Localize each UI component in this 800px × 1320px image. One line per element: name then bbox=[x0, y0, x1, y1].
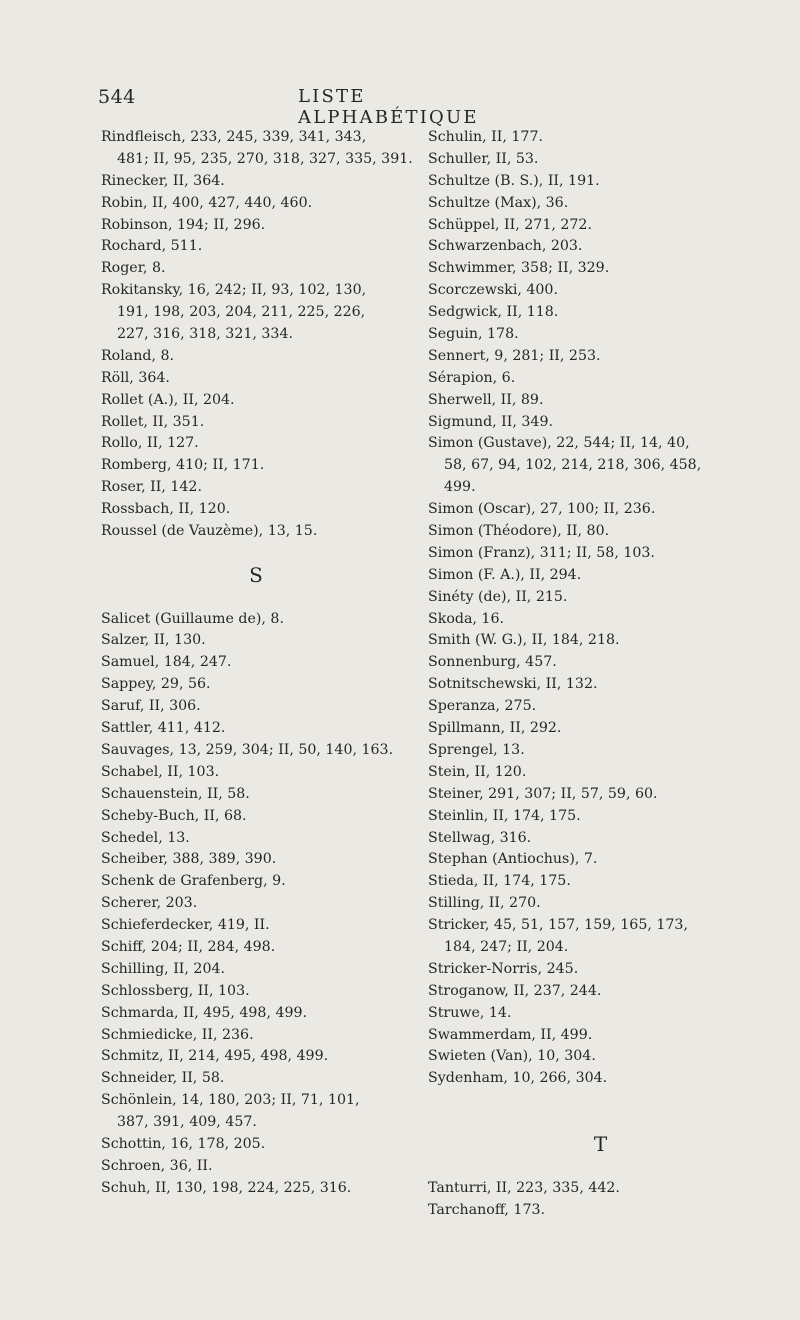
index-column-left bbox=[101, 127, 411, 1200]
index-entry: Rinecker, II, 364. bbox=[101, 172, 225, 189]
index-entry: Schmiedicke, II, 236. bbox=[101, 1026, 254, 1043]
section-letter: S bbox=[249, 562, 263, 587]
index-entry: Swieten (Van), 10, 304. bbox=[428, 1048, 596, 1065]
index-entry: Scorczewski, 400. bbox=[428, 282, 558, 299]
page-header bbox=[98, 86, 538, 128]
index-entry: Simon (Théodore), II, 80. bbox=[428, 523, 610, 540]
index-entry: Salicet (Guillaume de), 8. bbox=[101, 610, 284, 627]
index-entry: Salzer, II, 130. bbox=[101, 632, 206, 649]
index-entry: Sérapion, 6. bbox=[428, 369, 516, 386]
index-entry: Schultze (Max), 36. bbox=[428, 194, 569, 211]
index-entry: Schroen, 36, II. bbox=[101, 1157, 213, 1174]
index-entry: Sherwell, II, 89. bbox=[428, 391, 544, 408]
index-entry: Stroganow, II, 237, 244. bbox=[428, 982, 602, 999]
index-entry: Schwarzenbach, 203. bbox=[428, 238, 583, 255]
index-entry: Schenk de Grafenberg, 9. bbox=[101, 873, 286, 890]
index-entry: Roser, II, 142. bbox=[101, 479, 202, 496]
index-entry: Sattler, 411, 412. bbox=[101, 720, 226, 737]
index-entry: Seguin, 178. bbox=[428, 326, 519, 343]
index-entry: Struwe, 14. bbox=[428, 1004, 512, 1021]
index-entry: Schuller, II, 53. bbox=[428, 150, 539, 167]
index-entry: Smith (W. G.), II, 184, 218. bbox=[428, 632, 620, 649]
index-entry: Sigmund, II, 349. bbox=[428, 413, 553, 430]
index-entry-continuation: 191, 198, 203, 204, 211, 225, 226, bbox=[117, 304, 366, 321]
index-entry: Schmitz, II, 214, 495, 498, 499. bbox=[101, 1048, 329, 1065]
index-entry: Simon (Gustave), 22, 544; II, 14, 40, bbox=[428, 435, 690, 452]
index-entry: Schabel, II, 103. bbox=[101, 763, 220, 780]
index-entry: Scherer, 203. bbox=[101, 895, 198, 912]
index-entry: Samuel, 184, 247. bbox=[101, 654, 232, 671]
index-entry: Schiff, 204; II, 284, 498. bbox=[101, 938, 276, 955]
index-entry: Schüppel, II, 271, 272. bbox=[428, 216, 592, 233]
index-entry: Rokitansky, 16, 242; II, 93, 102, 130, bbox=[101, 282, 367, 299]
index-entry: Roland, 8. bbox=[101, 347, 174, 364]
index-entry: Tanturri, II, 223, 335, 442. bbox=[428, 1179, 620, 1196]
index-entry: Schwimmer, 358; II, 329. bbox=[428, 260, 610, 277]
index-entry-continuation: 184, 247; II, 204. bbox=[444, 938, 569, 955]
index-entry: Schieferdecker, 419, II. bbox=[101, 917, 270, 934]
index-entry: Stricker, 45, 51, 157, 159, 165, 173, bbox=[428, 917, 688, 934]
index-entry-continuation: 58, 67, 94, 102, 214, 218, 306, 458, bbox=[444, 457, 702, 474]
index-entry-continuation: 227, 316, 318, 321, 334. bbox=[117, 326, 293, 343]
spacer bbox=[428, 1112, 773, 1134]
index-entry: Roger, 8. bbox=[101, 260, 166, 277]
index-entry: Sauvages, 13, 259, 304; II, 50, 140, 163. bbox=[101, 741, 394, 758]
index-entry: Steinlin, II, 174, 175. bbox=[428, 807, 581, 824]
index-entry: Schönlein, 14, 180, 203; II, 71, 101, bbox=[101, 1092, 360, 1109]
page-number: 544 bbox=[98, 86, 136, 108]
spacer bbox=[428, 1090, 773, 1112]
index-entry: Schottin, 16, 178, 205. bbox=[101, 1135, 266, 1152]
index-entry: Sprengel, 13. bbox=[428, 741, 525, 758]
index-entry: Rollet, II, 351. bbox=[101, 413, 205, 430]
index-entry: Sinéty (de), II, 215. bbox=[428, 588, 568, 605]
index-entry: Stilling, II, 270. bbox=[428, 895, 541, 912]
index-entry: Roussel (de Vauzème), 13, 15. bbox=[101, 523, 318, 540]
section-letter: T bbox=[593, 1131, 608, 1156]
index-entry: Simon (F. A.), II, 294. bbox=[428, 566, 582, 583]
index-entry: Stephan (Antiochus), 7. bbox=[428, 851, 598, 868]
index-entry: Robinson, 194; II, 296. bbox=[101, 216, 266, 233]
index-entry: Schilling, II, 204. bbox=[101, 960, 226, 977]
index-entry: Rossbach, II, 120. bbox=[101, 501, 231, 518]
index-entry: Stein, II, 120. bbox=[428, 763, 527, 780]
index-entry: Sotnitschewski, II, 132. bbox=[428, 676, 598, 693]
index-entry: Schedel, 13. bbox=[101, 829, 190, 846]
index-entry-continuation: 499. bbox=[444, 479, 476, 496]
index-entry: Robin, II, 400, 427, 440, 460. bbox=[101, 194, 313, 211]
index-entry: Schultze (B. S.), II, 191. bbox=[428, 172, 600, 189]
index-entry: Schmarda, II, 495, 498, 499. bbox=[101, 1004, 308, 1021]
index-entry: Rollo, II, 127. bbox=[101, 435, 199, 452]
index-entry: Scheby-Buch, II, 68. bbox=[101, 807, 247, 824]
index-entry: Schuh, II, 130, 198, 224, 225, 316. bbox=[101, 1179, 352, 1196]
index-column-right bbox=[428, 127, 773, 1222]
index-entry: Rindfleisch, 233, 245, 339, 341, 343, bbox=[101, 129, 367, 145]
index-entry: Rollet (A.), II, 204. bbox=[101, 391, 235, 408]
index-entry: Schauenstein, II, 58. bbox=[101, 785, 250, 802]
index-entry: Sonnenburg, 457. bbox=[428, 654, 557, 671]
index-entry: Skoda, 16. bbox=[428, 610, 504, 627]
index-entry: Schneider, II, 58. bbox=[101, 1070, 225, 1087]
spacer bbox=[101, 543, 411, 565]
index-entry: Sedgwick, II, 118. bbox=[428, 304, 559, 321]
index-entry: Stellwag, 316. bbox=[428, 829, 532, 846]
spacer bbox=[101, 587, 411, 609]
index-entry-continuation: 387, 391, 409, 457. bbox=[117, 1114, 257, 1131]
index-entry: Stricker-Norris, 245. bbox=[428, 960, 579, 977]
index-entry: Rochard, 511. bbox=[101, 238, 203, 255]
index-entry: Swammerdam, II, 499. bbox=[428, 1026, 593, 1043]
index-entry: Tarchanoff, 173. bbox=[428, 1201, 546, 1218]
index-entry: Simon (Franz), 311; II, 58, 103. bbox=[428, 544, 655, 561]
index-entry: Spillmann, II, 292. bbox=[428, 720, 562, 737]
index-entry: Romberg, 410; II, 171. bbox=[101, 457, 265, 474]
index-entry: Sennert, 9, 281; II, 253. bbox=[428, 347, 601, 364]
index-entry-continuation: 481; II, 95, 235, 270, 318, 327, 335, 391. bbox=[117, 150, 413, 167]
index-entry: Schulin, II, 177. bbox=[428, 129, 543, 145]
index-entry: Saruf, II, 306. bbox=[101, 698, 201, 715]
index-entry: Röll, 364. bbox=[101, 369, 170, 386]
index-entry: Sappey, 29, 56. bbox=[101, 676, 211, 693]
running-title: LISTE ALPHABÉTIQUE bbox=[298, 86, 479, 128]
index-entry: Simon (Oscar), 27, 100; II, 236. bbox=[428, 501, 656, 518]
index-entry: Speranza, 275. bbox=[428, 698, 537, 715]
index-entry: Steiner, 291, 307; II, 57, 59, 60. bbox=[428, 785, 658, 802]
index-entry: Schlossberg, II, 103. bbox=[101, 982, 250, 999]
index-entry: Scheiber, 388, 389, 390. bbox=[101, 851, 277, 868]
index-entry: Sydenham, 10, 266, 304. bbox=[428, 1070, 608, 1087]
spacer bbox=[428, 1156, 773, 1178]
index-entry: Stieda, II, 174, 175. bbox=[428, 873, 571, 890]
